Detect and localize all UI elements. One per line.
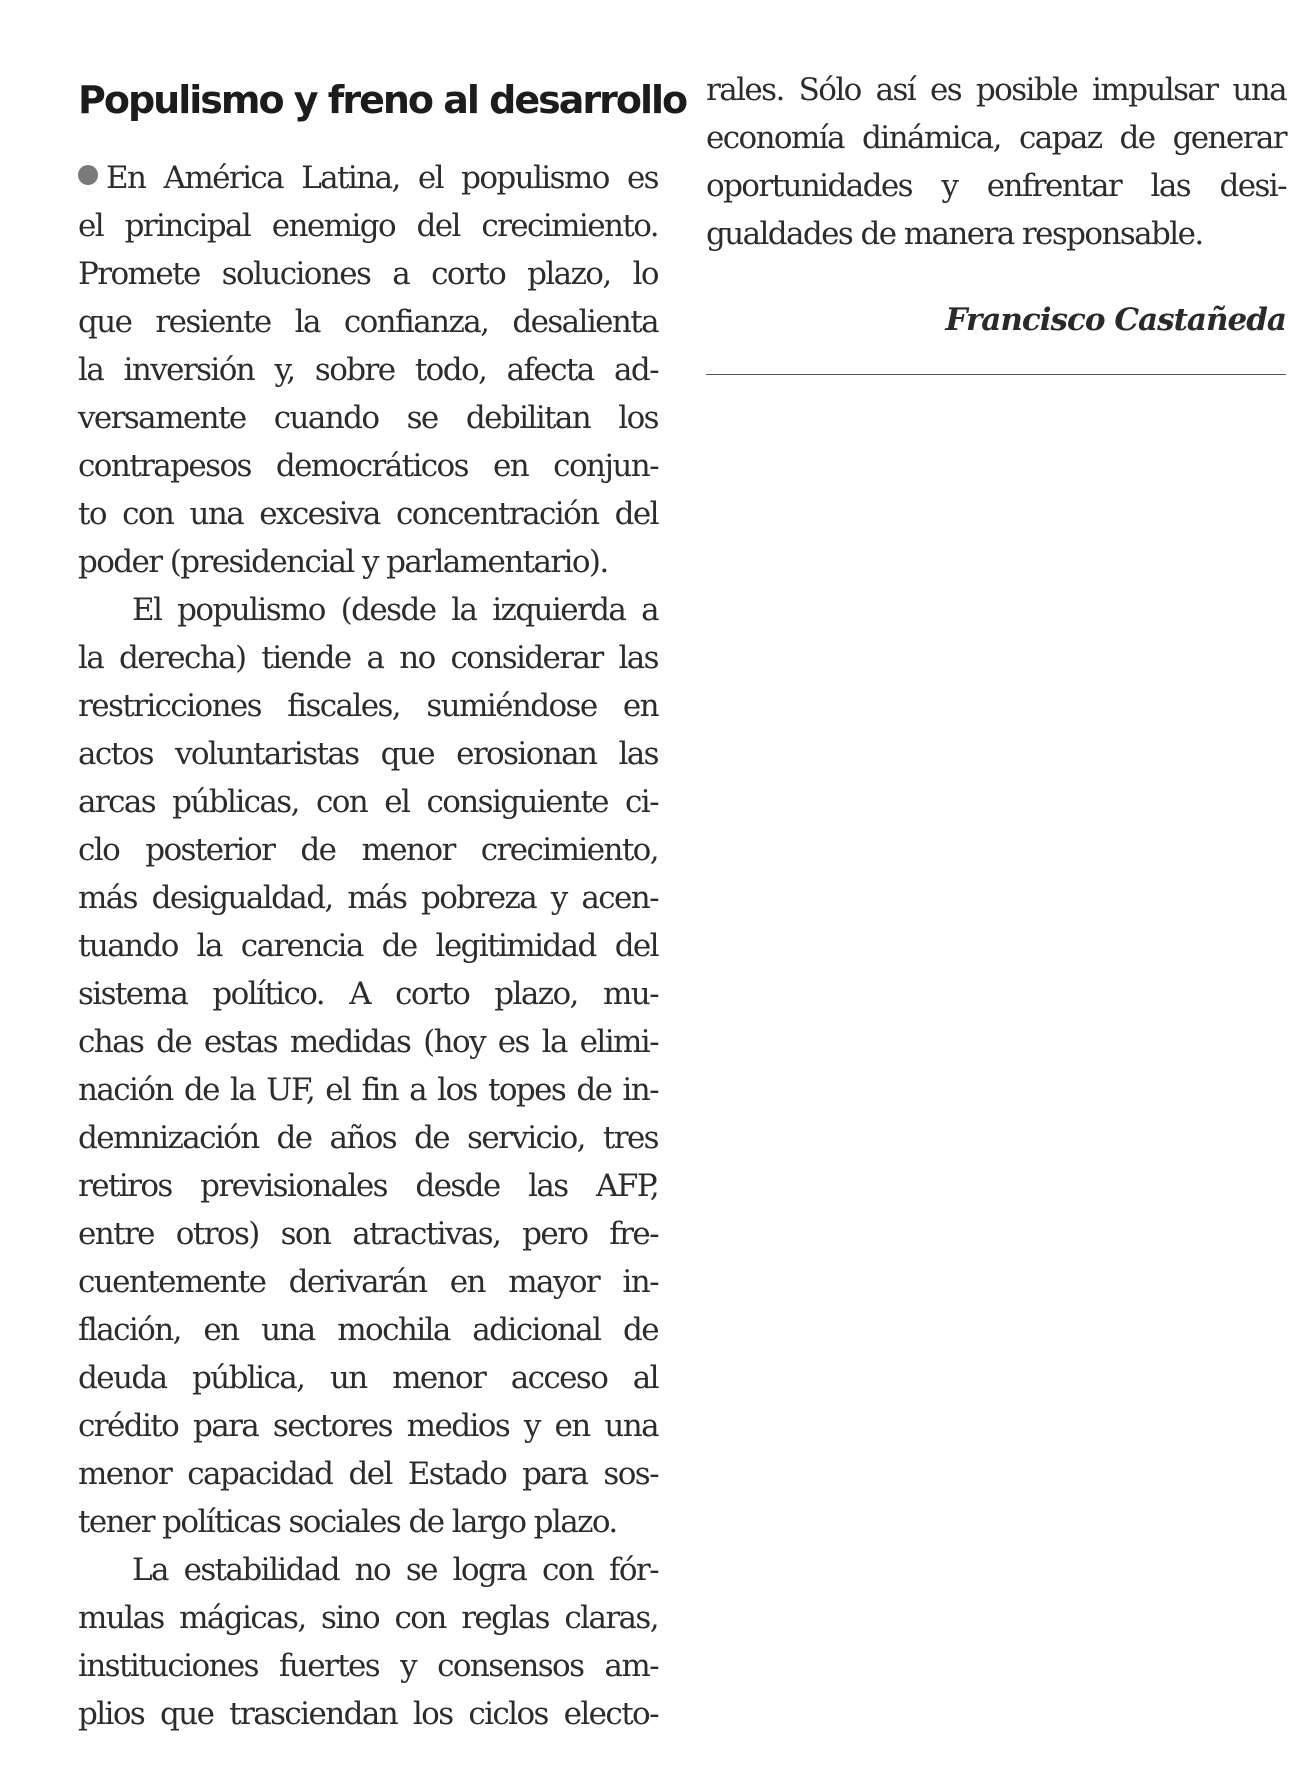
text-line: menor capacidad del Estado para sos- <box>78 1455 658 1492</box>
text-line: deuda pública, un menor acceso al <box>78 1359 658 1396</box>
text-line: plios que trasciendan los ciclos electo- <box>78 1695 658 1732</box>
paragraph-3 <box>78 1546 658 1738</box>
text-line: demnización de años de servicio, tres <box>78 1119 658 1156</box>
text-line: chas de estas medidas (hoy es la elimi- <box>78 1023 658 1060</box>
text-line: crédito para sectores medios y en una <box>78 1407 658 1444</box>
text-line: oportunidades y enfrentar las desi- <box>706 168 1286 204</box>
text-line: más desigualdad, más pobreza y acen- <box>78 879 658 916</box>
text-line: sistema político. A corto plazo, mu- <box>78 975 658 1012</box>
text-line: que resiente la confianza, desalienta <box>78 303 658 340</box>
text-line: versamente cuando se debilitan los <box>78 399 658 436</box>
text-line: economía dinámica, capaz de generar <box>706 120 1286 156</box>
article-body-right <box>706 66 1286 258</box>
text-line: mulas mágicas, sino con reglas claras, <box>78 1599 658 1636</box>
text-line <box>78 154 658 202</box>
paragraph-3-continued <box>706 66 1286 258</box>
bullet-icon <box>78 165 98 185</box>
text-line: clo posterior de menor crecimiento, <box>78 831 658 868</box>
text-line: nación de la UF, el fin a los topes de in- <box>78 1071 658 1108</box>
article-body-left <box>78 154 658 1738</box>
right-column <box>706 66 1286 375</box>
text-line: arcas públicas, con el consiguiente ci- <box>78 783 658 820</box>
text-line: contrapesos democráticos en conjun- <box>78 447 658 484</box>
paragraph-2 <box>78 586 658 1546</box>
text-line: La estabilidad no se logra con fór- <box>132 1551 658 1588</box>
text-line: tener políticas sociales de largo plazo. <box>78 1503 617 1540</box>
paragraph-1 <box>78 154 658 586</box>
text-line: el principal enemigo del crecimiento. <box>78 207 658 244</box>
text-line: entre otros) son atractivas, pero fre- <box>78 1215 658 1252</box>
text-line: tuando la carencia de legitimidad del <box>78 927 658 964</box>
text-line: Promete soluciones a corto plazo, lo <box>78 255 658 292</box>
text-line: poder (presidencial y parlamentario). <box>78 543 608 580</box>
text-line: restricciones fiscales, sumiéndose en <box>78 687 658 724</box>
text-line: flación, en una mochila adicional de <box>78 1311 658 1348</box>
left-column <box>78 66 687 1738</box>
text-line: cuentemente derivarán en mayor in- <box>78 1263 658 1300</box>
text-line: la derecha) tiende a no considerar las <box>78 639 658 676</box>
text-line: actos voluntaristas que erosionan las <box>78 735 658 772</box>
text-line-content: En América Latina, el populismo es <box>106 159 658 196</box>
text-line: rales. Sólo así es posible impulsar una <box>706 72 1286 108</box>
text-line: la inversión y, sobre todo, afecta ad- <box>78 351 658 388</box>
text-line: gualdades de manera responsable. <box>706 216 1203 252</box>
text-line: El populismo (desde la izquierda a <box>132 591 658 628</box>
text-line: instituciones fuertes y consensos am- <box>78 1647 658 1684</box>
divider <box>706 374 1286 375</box>
article-headline: Populismo y freno al desarrollo <box>78 78 687 122</box>
author-signature: Francisco Castañeda <box>945 302 1286 338</box>
text-line: retiros previsionales desde las AFP, <box>78 1167 658 1204</box>
text-line: to con una excesiva concentración del <box>78 495 658 532</box>
